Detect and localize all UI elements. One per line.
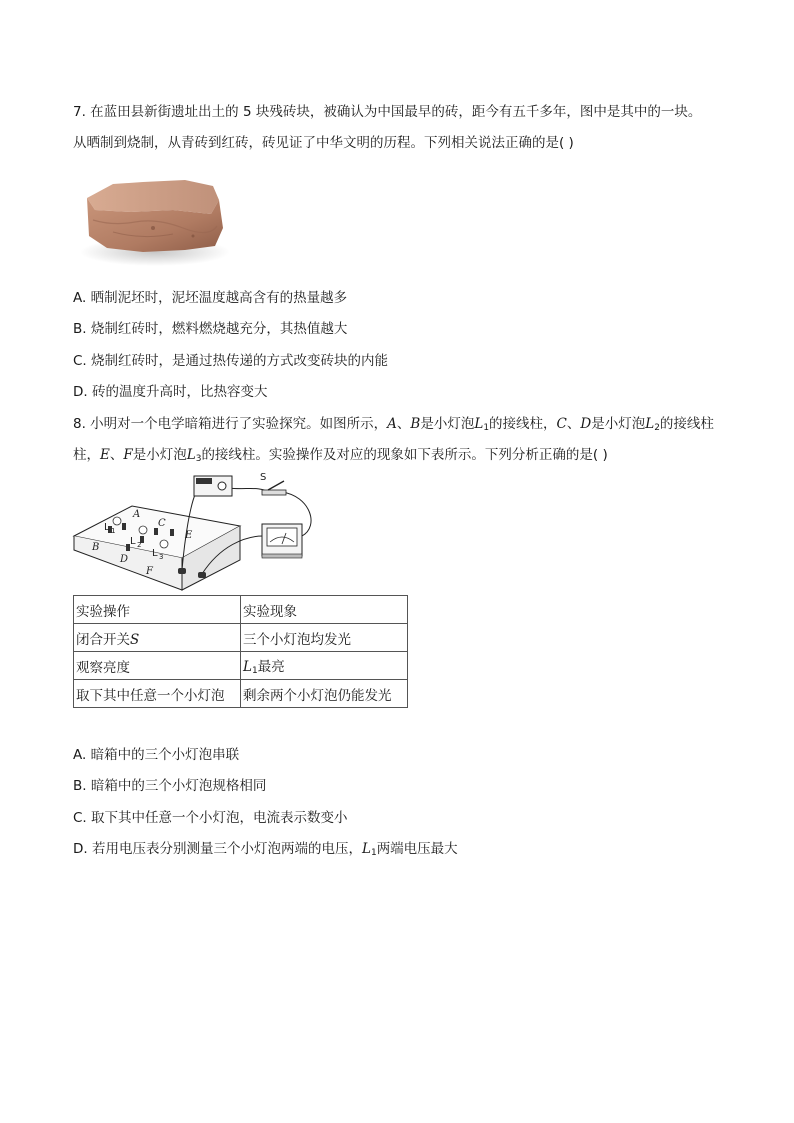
label-l3-sub: 3: [159, 553, 164, 561]
table-cell: 取下其中任意一个小灯泡: [74, 680, 241, 708]
label-l3: L: [152, 548, 158, 559]
label-a: A: [133, 509, 141, 520]
circuit-blackbox-figure: [70, 466, 382, 596]
q7-stem-line2: 从晒制到烧制，从青砖到红砖，砖见证了中华文明的历程。下列相关说法正确的是( ): [73, 135, 574, 151]
table-row: [74, 596, 408, 624]
q8-option-b: B. 暗箱中的三个小灯泡规格相同: [73, 778, 267, 794]
table-cell: $L_1$最亮: [241, 652, 408, 680]
table-cell: 剩余两个小灯泡仍能发光: [241, 680, 408, 708]
table-cell: 闭合开关S: [74, 624, 241, 652]
table-header-operation: 实验操作: [74, 596, 241, 624]
q8-option-a: A. 暗箱中的三个小灯泡串联: [73, 747, 240, 763]
label-s: S: [260, 472, 267, 483]
table-cell: 三个小灯泡均发光: [241, 624, 408, 652]
q7-option-c: C. 烧制红砖时，是通过热传递的方式改变砖块的内能: [73, 353, 389, 369]
label-b: B: [92, 542, 100, 553]
label-l2-sub: 2: [137, 541, 142, 549]
experiment-table: [73, 595, 408, 708]
brick-photo: [73, 170, 233, 270]
q8-stem-line2: 柱，E、F是小灯泡$L_3$的接线柱。实验操作及对应的现象如下表所示。下列分析正确的是( ): [73, 447, 608, 464]
table-row: [74, 680, 408, 708]
table-row: [74, 652, 408, 680]
q8-option-c: C. 取下其中任意一个小灯泡，电流表示数变小: [73, 810, 348, 826]
label-l2: L: [130, 536, 136, 547]
table-row: [74, 624, 408, 652]
q8-option-d: D. 若用电压表分别测量三个小灯泡两端的电压，$L_1$两端电压最大: [73, 841, 458, 858]
q7-option-d: D. 砖的温度升高时，比热容变大: [73, 384, 268, 400]
q7-option-b: B. 烧制红砖时，燃料燃烧越充分，其热值越大: [73, 321, 348, 337]
label-l1: L: [104, 522, 110, 533]
table-header-phenomenon: 实验现象: [241, 596, 408, 624]
label-c: C: [158, 518, 166, 529]
label-e: E: [185, 530, 193, 541]
table-cell: 观察亮度: [74, 652, 241, 680]
label-l1-sub: 1: [111, 527, 116, 535]
q7-stem-line1: 7. 在蓝田县新街遗址出土的 5 块残砖块，被确认为中国最早的砖，距今有五千多年，图中是其中的一块。: [73, 104, 702, 120]
label-f: F: [146, 566, 153, 577]
label-d: D: [120, 554, 129, 565]
q8-stem-line1: 8. 小明对一个电学暗箱进行了实验探究。如图所示，A、B是小灯泡$L_1$的接线柱，C、D是小灯泡$L_2$的接线柱: [73, 416, 714, 433]
q7-option-a: A. 晒制泥坯时，泥坯温度越高含有的热量越多: [73, 290, 348, 306]
